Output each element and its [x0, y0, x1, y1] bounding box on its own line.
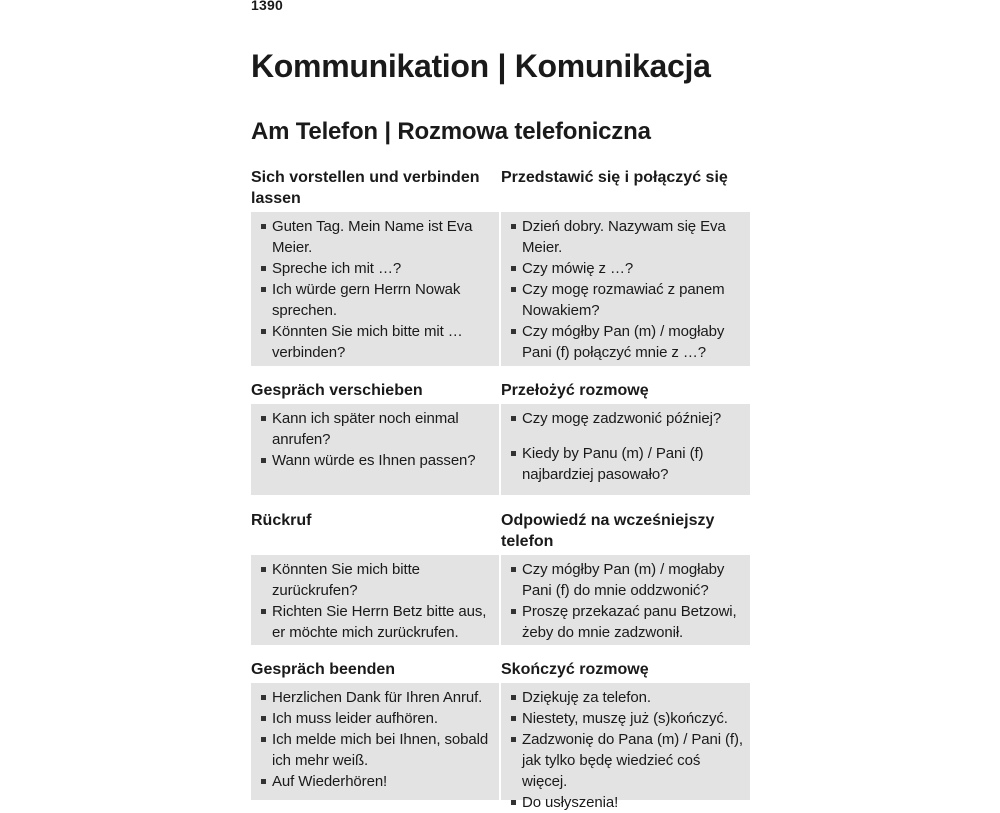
list-item: Kiedy by Panu (m) / Pani (f) najbardziej pasowało? [509, 443, 744, 485]
section-end-de-box [251, 683, 499, 800]
page-number: 1390 [251, 0, 283, 13]
list-item: Ich würde gern Herrn Nowak sprechen. [259, 279, 493, 321]
list-item: Zadzwonię do Pana (m) / Pani (f), jak tylko będę wiedzieć coś więcej. [509, 729, 744, 792]
list-item: Herzlichen Dank für Ihren Anruf. [259, 687, 493, 708]
list-item: Czy mogę rozmawiać z panem Nowakiem? [509, 279, 744, 321]
list-item: Dziękuję za telefon. [509, 687, 744, 708]
section-postpone-pl-heading: Przełożyć rozmowę [501, 382, 649, 399]
list-item: Czy mogę zadzwonić później? [509, 408, 744, 429]
list-item: Guten Tag. Mein Name ist Eva Meier. [259, 216, 493, 258]
section-postpone-pl-box [501, 404, 750, 495]
list-item: Czy mógłby Pan (m) / mogłaby Pani (f) do mnie oddzwonić? [509, 559, 744, 601]
section-postpone-de-box [251, 404, 499, 495]
page-title: Kommunikation | Komunikacja [251, 48, 711, 84]
list-item: Czy mówię z …? [509, 258, 744, 279]
section-callback-de-box [251, 555, 499, 645]
section-end-de-heading: Gespräch beenden [251, 661, 396, 678]
section-introduce-de-box [251, 212, 499, 366]
list-item: Könnten Sie mich bitte mit … verbinden? [259, 321, 493, 363]
list-item: Czy mógłby Pan (m) / mogłaby Pani (f) połączyć mnie z …? [509, 321, 744, 363]
list-item: Ich melde mich bei Ihnen, sobald ich mehr weiß. [259, 729, 493, 771]
list-item: Proszę przekazać panu Betzowi, żeby do mnie zadzwonił. [509, 601, 744, 643]
list-item: Niestety, muszę już (s)kończyć. [509, 708, 744, 729]
section-introduce-pl-box [501, 212, 750, 366]
list-item: Wann würde es Ihnen passen? [259, 450, 493, 471]
list-item: Dzień dobry. Nazywam się Eva Meier. [509, 216, 744, 258]
section-end-pl-box [501, 683, 750, 811]
section-introduce-pl-heading: Przedstawić się i połączyć się [501, 169, 728, 186]
section-callback-pl-box [501, 555, 750, 645]
section-title: Am Telefon | Rozmowa telefoniczna [251, 118, 651, 145]
list-item: Richten Sie Herrn Betz bitte aus, er möchte mich zurückrufen. [259, 601, 493, 643]
section-callback-pl-heading: Odpowiedź na wcześniejszy telefon [501, 512, 715, 550]
section-end-pl-heading: Skończyć rozmowę [501, 661, 649, 678]
list-item: Könnten Sie mich bitte zurückrufen? [259, 559, 493, 601]
list-item: Auf Wiederhören! [259, 771, 493, 792]
section-postpone-de-heading: Gespräch verschieben [251, 382, 423, 399]
list-item: Spreche ich mit …? [259, 258, 493, 279]
section-callback-de-heading: Rückruf [251, 512, 312, 529]
section-introduce-de-heading: Sich vorstellen und verbinden lassen [251, 169, 480, 207]
list-item: Ich muss leider aufhören. [259, 708, 493, 729]
list-item: Do usłyszenia! [509, 792, 744, 813]
list-item: Kann ich später noch einmal anrufen? [259, 408, 493, 450]
